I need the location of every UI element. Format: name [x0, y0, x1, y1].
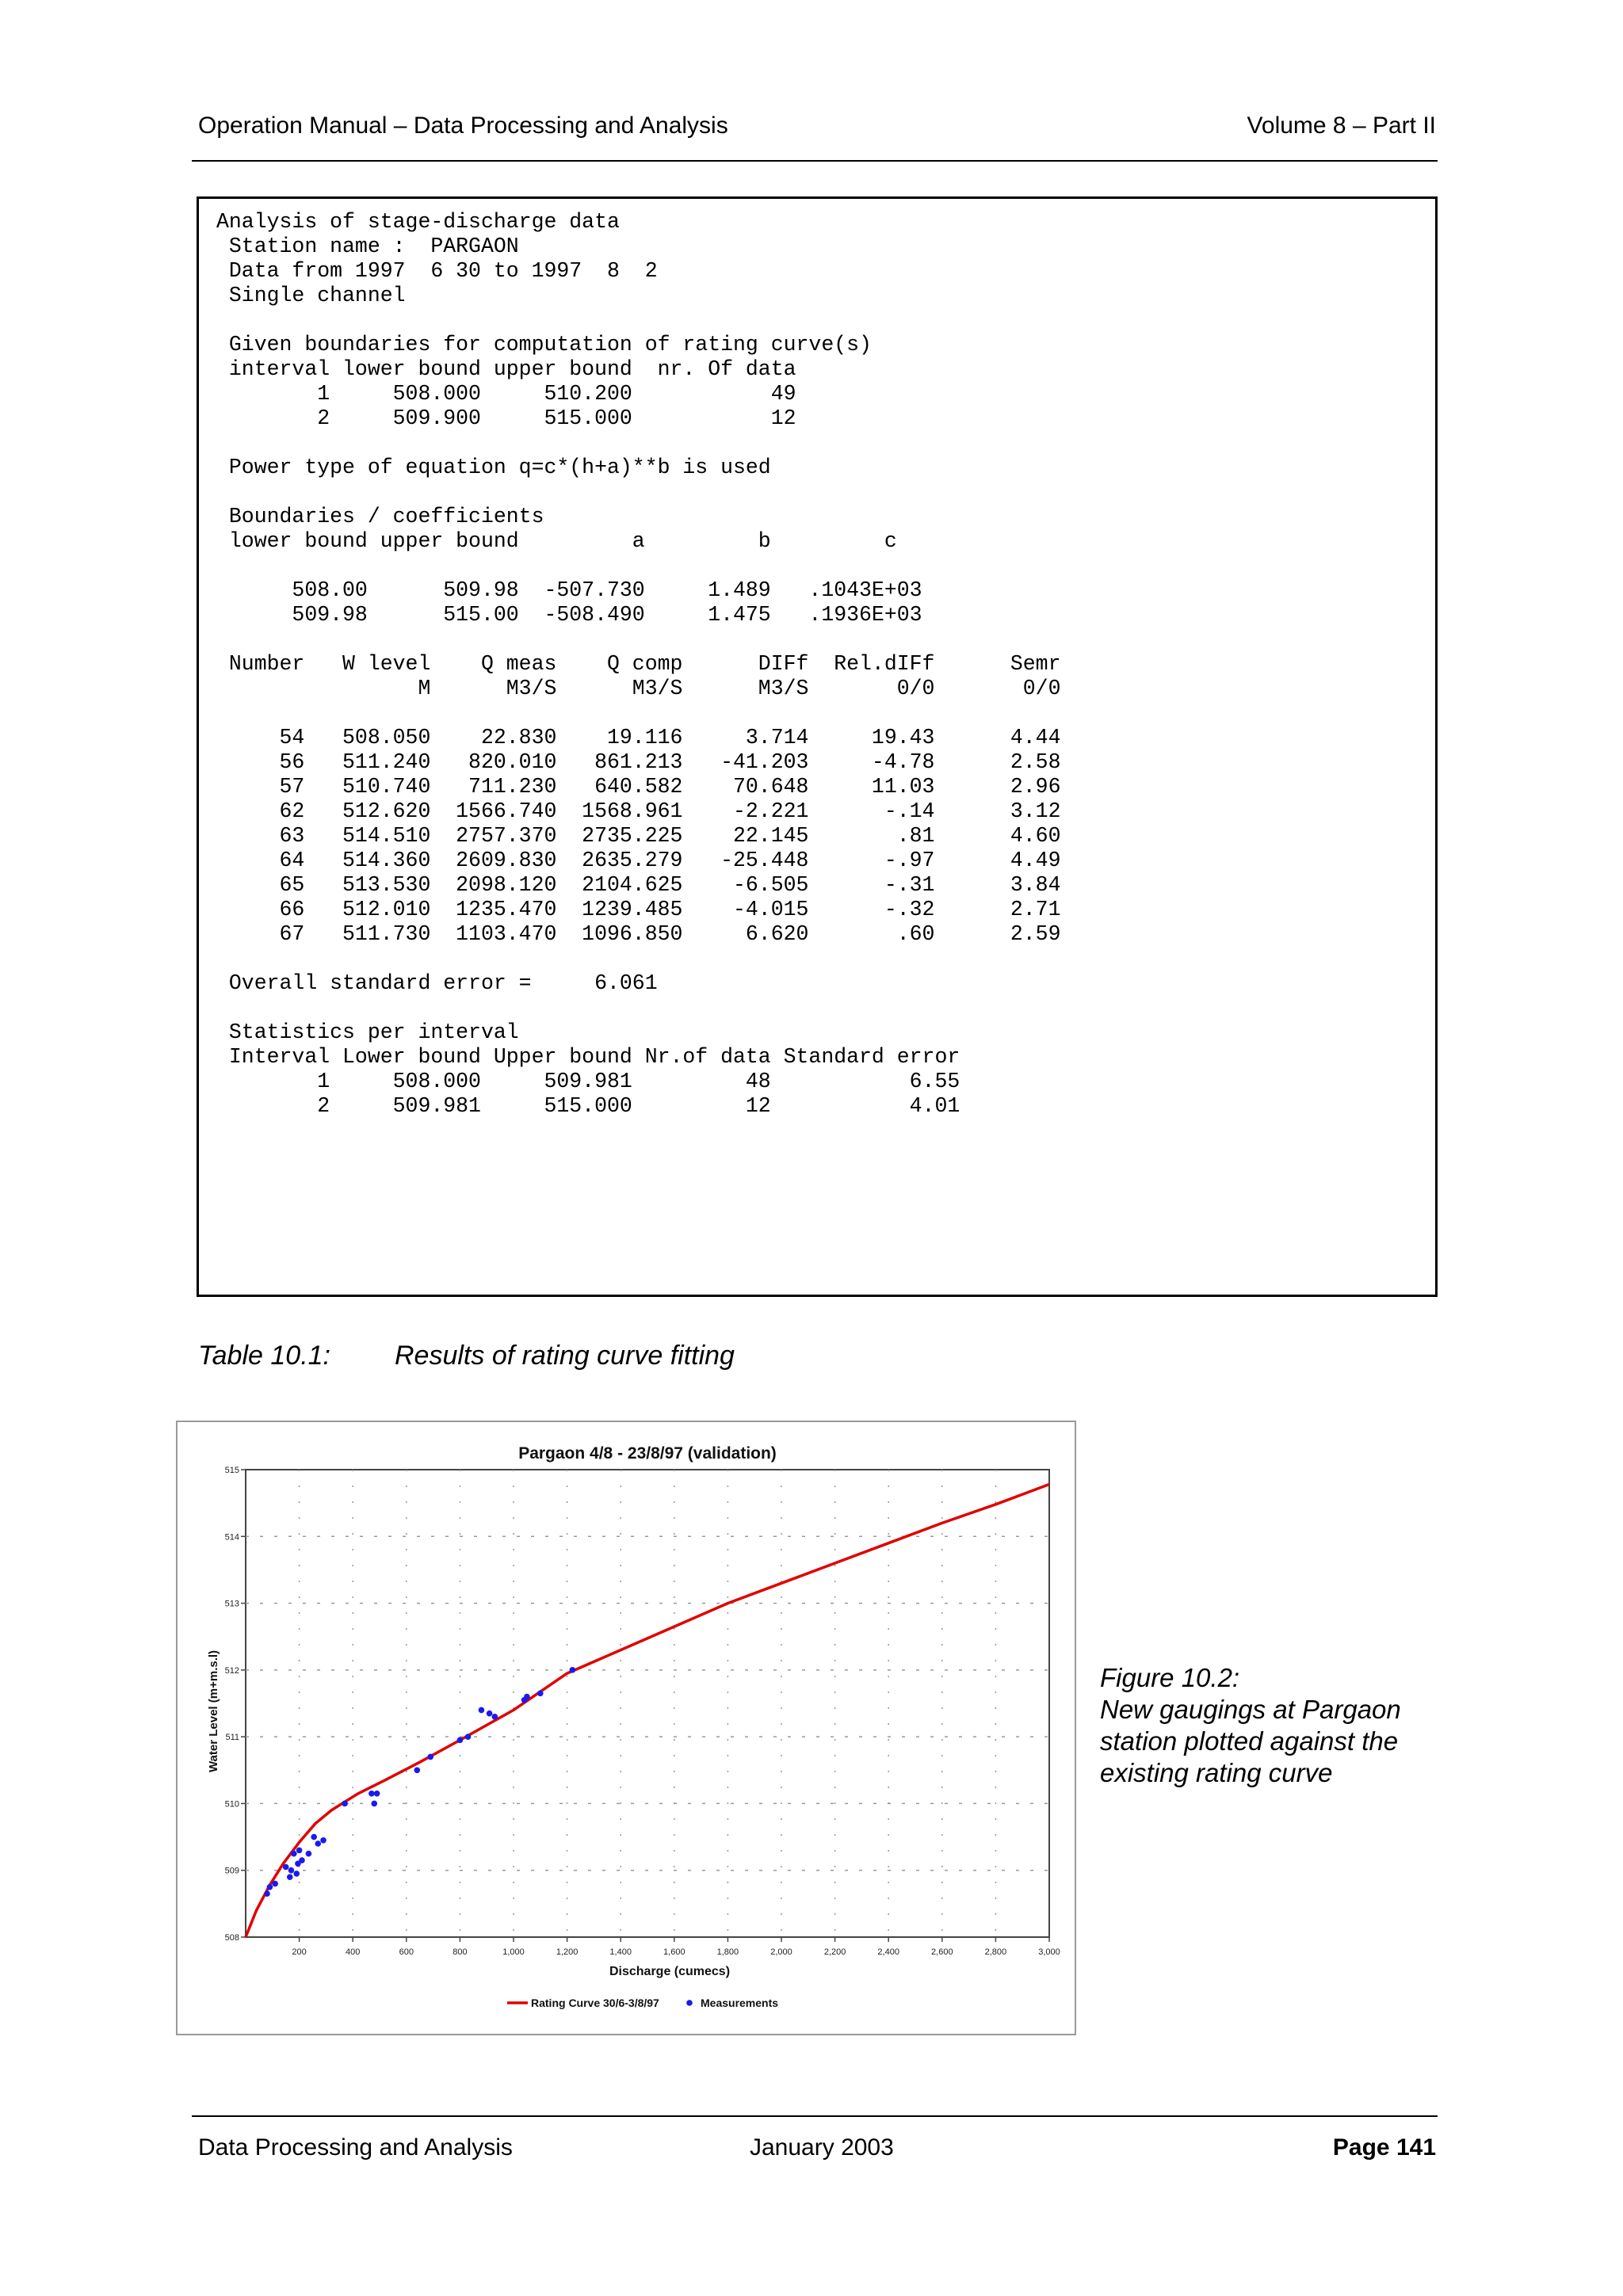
y-tick-label: 515: [224, 1466, 239, 1475]
x-tick-label: 2,600: [931, 1947, 953, 1957]
measurement-point: [524, 1694, 530, 1700]
x-tick-label: 200: [292, 1947, 307, 1957]
measurement-point: [465, 1733, 472, 1740]
table-caption-text: Results of rating curve fitting: [395, 1341, 735, 1371]
figure-frame: [176, 1421, 1076, 2035]
measurement-point: [374, 1791, 380, 1797]
measurement-point: [487, 1711, 493, 1717]
header-left: Operation Manual – Data Processing and Analysis: [198, 113, 728, 139]
legend-label: Measurements: [701, 1997, 779, 2009]
figure-caption-line: station plotted against the: [1100, 1726, 1399, 1756]
figure-caption: [1100, 1662, 1401, 1789]
x-tick-label: 1,400: [609, 1947, 632, 1957]
measurement-point: [570, 1667, 576, 1673]
rating-curve-line: [246, 1485, 1049, 1938]
figure-caption-line: existing rating curve: [1100, 1758, 1333, 1787]
measurement-point: [288, 1867, 295, 1874]
y-tick-label: 511: [225, 1733, 239, 1743]
measurement-point: [371, 1801, 377, 1807]
program-output-box: [197, 196, 1438, 1297]
x-tick-label: 800: [453, 1947, 468, 1957]
measurement-point: [537, 1691, 544, 1697]
y-tick-label: 508: [224, 1933, 239, 1943]
measurement-point: [320, 1837, 327, 1844]
plot-area: [246, 1470, 1049, 1937]
y-tick-label: 512: [224, 1665, 239, 1676]
y-tick-label: 510: [224, 1799, 239, 1810]
x-tick-label: 2,000: [770, 1947, 792, 1957]
measurement-point: [283, 1864, 289, 1871]
measurement-point: [287, 1874, 293, 1880]
measurement-point: [291, 1851, 297, 1857]
measurement-point: [299, 1857, 305, 1863]
measurement-point: [369, 1791, 375, 1797]
x-tick-label: 2,800: [984, 1947, 1007, 1957]
footer-page-number: Page 141: [1332, 2134, 1436, 2161]
measurement-point: [427, 1754, 433, 1760]
measurement-point: [267, 1884, 273, 1890]
legend-point-swatch: [686, 2000, 693, 2006]
x-tick-label: 1,600: [663, 1947, 685, 1957]
measurement-point: [306, 1851, 312, 1857]
measurement-point: [457, 1737, 464, 1744]
x-tick-label: 600: [399, 1947, 414, 1957]
y-tick-label: 509: [224, 1866, 239, 1876]
measurement-point: [342, 1801, 348, 1807]
measurement-point: [414, 1767, 421, 1773]
footer-center: January 2003: [750, 2134, 894, 2161]
x-tick-label: 1,800: [716, 1947, 739, 1957]
measurement-point: [272, 1881, 278, 1887]
program-output-text: Analysis of stage-discharge data Station name : PARGAON Data from 1997 6 30 to 1997 8 2 Single channel Given boundaries for computation of rating curve(s) interval lower bound upper bound nr. Of data 1 508.000 510.200 49 2 509.900 515.000 12 Power type of equation q=c*(h+a)**b is used Boundaries / coefficients lower bound upper bound a b c 508.00 509.98 -507.730 1.489 .1043E+03 509.98 515.00 -508.490 1.475 .1936E+03 Number W level Q meas Q comp DIFf Rel.dIFf Semr M M3/S M3/S M3/S 0/0 0/0 54 508.050 22.830 19.116 3.714 19.43 4.44 56 511.240 820.010 861.213 -41.203 -4.78 2.58 57 510.740 711.230 640.582 70.648 11.03 2.96 62 512.620 1566.740 1568.961 -2.221 -.14 3.12 63 514.510 2757.370 2735.225 22.145 .81 4.60 64 514.360 2609.830 2635.279 -25.448 -.97 4.49 65 513.530 2098.120 2104.625 -6.505 -.31 3.84 66 512.010 1235.470 1239.485 -4.015 -.32 2.71 67 511.730 1103.470 1096.850 6.620 .60 2.59 Overall standard error = 6.061 Statistics per interval Interval Lower bound Upper bound Nr.of data Standard error 1 508.000 509.981 48 6.55 2 509.981 515.000 12 4.01: [216, 210, 1061, 1118]
legend-label: Rating Curve 30/6-3/8/97: [531, 1997, 659, 2009]
measurement-point: [311, 1834, 317, 1840]
measurement-point: [315, 1840, 321, 1847]
x-tick-label: 1,000: [502, 1947, 525, 1957]
footer-divider: [192, 2115, 1438, 2117]
figure-caption-line: New gaugings at Pargaon: [1100, 1695, 1401, 1724]
x-tick-label: 2,200: [823, 1947, 846, 1957]
rating-curve-chart: [178, 1422, 1075, 2034]
y-tick-label: 513: [224, 1599, 239, 1609]
x-tick-label: 3,000: [1038, 1947, 1060, 1957]
header-divider: [192, 160, 1438, 162]
x-tick-label: 2,400: [877, 1947, 899, 1957]
measurement-point: [296, 1848, 303, 1854]
chart-title: Pargaon 4/8 - 23/8/97 (validation): [518, 1444, 777, 1463]
measurement-point: [492, 1714, 498, 1720]
x-axis-label: Discharge (cumecs): [609, 1965, 731, 1978]
table-caption-number: Table 10.1:: [198, 1341, 330, 1371]
y-tick-label: 514: [224, 1532, 239, 1543]
y-axis-label: Water Level (m+m.s.l): [207, 1650, 220, 1773]
measurement-point: [293, 1871, 300, 1877]
figure-caption-line: Figure 10.2:: [1100, 1663, 1240, 1692]
measurement-point: [264, 1890, 270, 1897]
footer-left: Data Processing and Analysis: [198, 2134, 513, 2161]
x-tick-label: 400: [346, 1947, 361, 1957]
x-tick-label: 1,200: [556, 1947, 579, 1957]
measurement-point: [479, 1707, 485, 1714]
header-right: Volume 8 – Part II: [1247, 113, 1436, 139]
